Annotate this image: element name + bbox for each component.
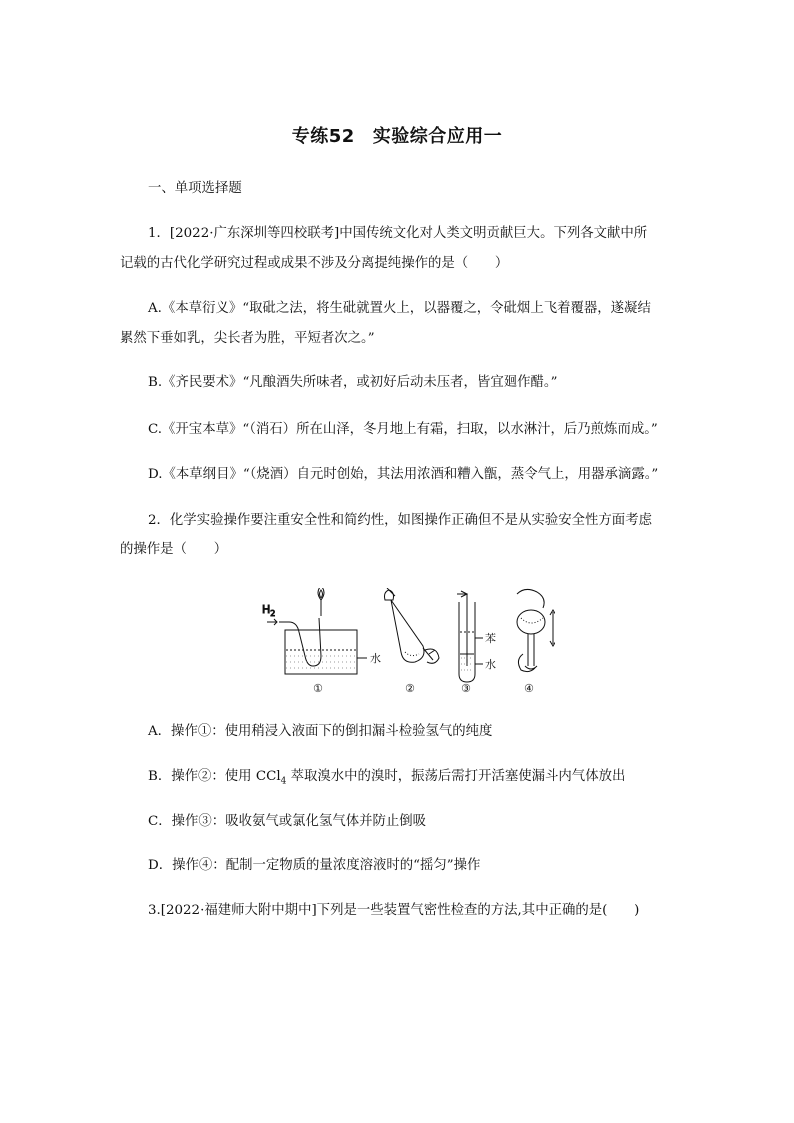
figure-label-3: ③ [461,682,471,695]
figure-label-4: ④ [524,682,534,695]
q2-option-d: D．操作④：配制一定物质的量浓度溶液时的“摇匀”操作 [148,858,481,873]
water-label-1: 水 [370,652,381,665]
page-title [0,122,794,148]
q2-option-a: A．操作①：使用稍浸入液面下的倒扣漏斗检验氢气的纯度 [148,724,493,739]
q1-option-a-line2: 累然下垂如乳，尖长者为胜，平短者次之。” [120,331,375,346]
apparatus-2 [385,588,440,663]
q2-stem-line2: 的操作是（ ） [120,542,228,557]
q1-option-c: C.《开宝本草》“（消石）所在山泽，冬月地上有霜，扫取，以水淋汁，后乃煎炼而成。” [148,422,658,437]
apparatus-4 [517,589,555,671]
figure-label-1: ① [313,682,323,695]
apparatus-3 [457,591,483,682]
q1-stem-line1: 1．[2022·广东深圳等四校联考]中国传统文化对人类文明贡献巨大。下列各文献中所 [148,226,648,241]
q1-option-b: B.《齐民要术》“凡酿酒失所味者，或初好后动未压者，皆宜廻作醋。” [148,375,558,390]
figure-label-2: ② [405,682,415,695]
q2-option-b: B．操作②：使用 CCl$_4$ 萃取溴水中的溴时，振荡后需打开活塞使漏斗内气体放出 [148,769,626,787]
q1-option-d: D.《本草纲目》“（烧酒）自元时创始，其法用浓酒和糟入甑，蒸令气上，用器承滴露。” [148,467,659,482]
apparatus-1 [262,588,367,674]
q2-stem-line1: 2．化学实验操作要注重安全性和简约性，如图操作正确但不是从实验安全性方面考虑 [148,513,652,528]
h2-label: $H_2$ [262,603,276,618]
q1-option-a-line1: A.《本草衍义》“取砒之法，将生砒就置火上，以器覆之，令砒烟上飞着覆器，遂凝结 [148,301,651,316]
title-sub: 实验综合应用一 [372,126,503,147]
experiment-figure [255,588,555,696]
benzene-label: 苯 [485,632,496,645]
q3-stem-line1: 3.[2022·福建师大附中期中]下列是一些装置气密性检查的方法,其中正确的是( ) [148,903,640,918]
title-main: 专练52 [291,126,355,147]
water-label-3: 水 [485,658,496,671]
q1-stem-line2: 记载的古代化学研究过程或成果不涉及分离提纯操作的是（ ） [120,256,509,271]
section-heading: 一、单项选择题 [148,181,242,196]
q2-option-c: C．操作③：吸收氨气或氯化氢气体并防止倒吸 [148,814,427,829]
